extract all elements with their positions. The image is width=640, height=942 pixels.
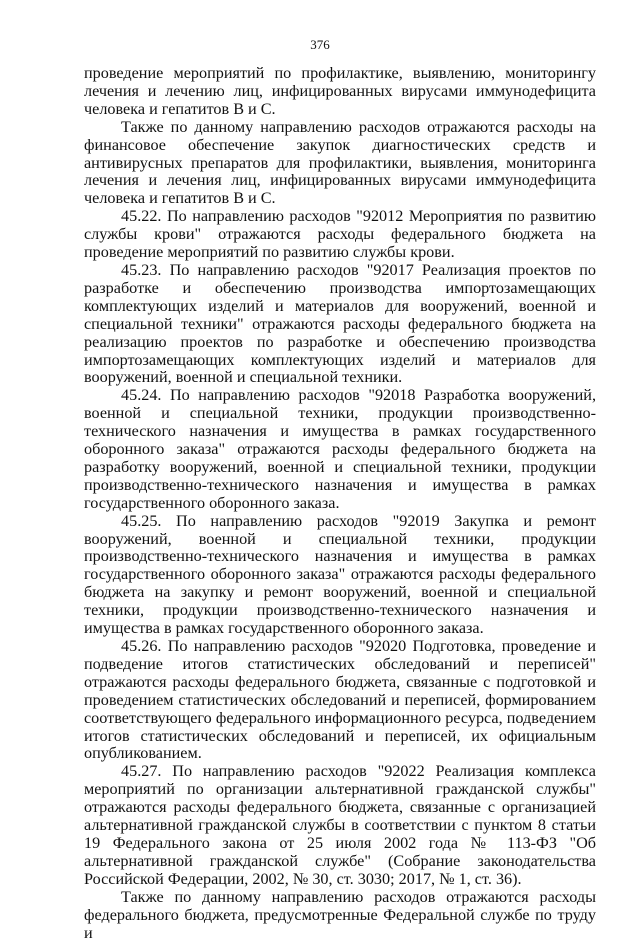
paragraph-45-24: 45.24. По направлению расходов "92018 Разработка вооружений, военной и специальной техники, продукции производственно-технического назначения и имущества в рамках государственного оборонного заказа" отражаются расходы федерального бюджета на разработку вооружений, военной и специальной техники, продукции производственно-технического назначения и имущества в рамках государственного оборонного заказа.	[84, 386, 596, 512]
paragraph-45-26: 45.26. По направлению расходов "92020 Подготовка, проведение и подведение итогов статистических обследований и переписей" отражаются расходы федерального бюджета, связанные с подготовкой и проведением статистических обследований и переписей, формированием соответствующего федерального информационного ресурса, подведением итогов статистических обследований и переписей, их официальным опубликованием.	[84, 637, 596, 763]
paragraph-funding-procurement: Также по данному направлению расходов отражаются расходы на финансовое обеспечение закупок диагностических средств и антивирусных препаратов для профилактики, выявления, мониторинга лечения и лечения лиц, инфицированных вирусами иммунодефицита человека и гепатитов В и С.	[84, 117, 596, 208]
paragraph-45-25: 45.25. По направлению расходов "92019 Закупка и ремонт вооружений, военной и специальной техники, продукции производственно-технического назначения и имущества в рамках государственного оборонного заказа" отражаются расходы федерального бюджета на закупку и ремонт вооружений, военной и специальной техники, продукции производственно-технического назначения и имущества в рамках государственного оборонного заказа.	[84, 511, 596, 638]
paragraph-45-23: 45.23. По направлению расходов "92017 Реализация проектов по разработке и обеспечению производства импортозамещающих комплектующих изделий и материалов для вооружений, военной и специальной техники" отражаются расходы федерального бюджета на реализацию проектов по разработке и обеспечению производства импортозамещающих комплектующих изделий и материалов для вооружений, военной и специальной техники.	[84, 260, 596, 387]
paragraph-45-22: 45.22. По направлению расходов "92012 Мероприятия по развитию службы крови" отражаются расходы федерального бюджета на проведение мероприятий по развитию службы крови.	[84, 207, 596, 262]
document-body	[84, 65, 596, 942]
paragraph-45-27: 45.27. По направлению расходов "92022 Реализация комплекса мероприятий по организации альтернативной гражданской службы" отражаются расходы федерального бюджета, связанные с организацией альтернативной гражданской службы в соответствии с пунктом 8 статьи 19 Федерального закона от 25 июля 2002 года № 113-ФЗ "Об альтернативной гражданской службе" (Собрание законодательства Российской Федерации, 2002, № 30, ст. 3030; 2017, № 1, ст. 36).	[84, 762, 596, 888]
paragraph-continuation: проведение мероприятий по профилактике, выявлению, мониторингу лечения и лечению лиц, инфицированных вирусами иммунодефицита человека и гепатитов В и С.	[84, 64, 596, 118]
paragraph-also-funding: Также по данному направлению расходов отражаются расходы федерального бюджета, предусмотренные Федеральной службе по труду и	[84, 887, 596, 942]
page-number: 376	[310, 37, 330, 52]
